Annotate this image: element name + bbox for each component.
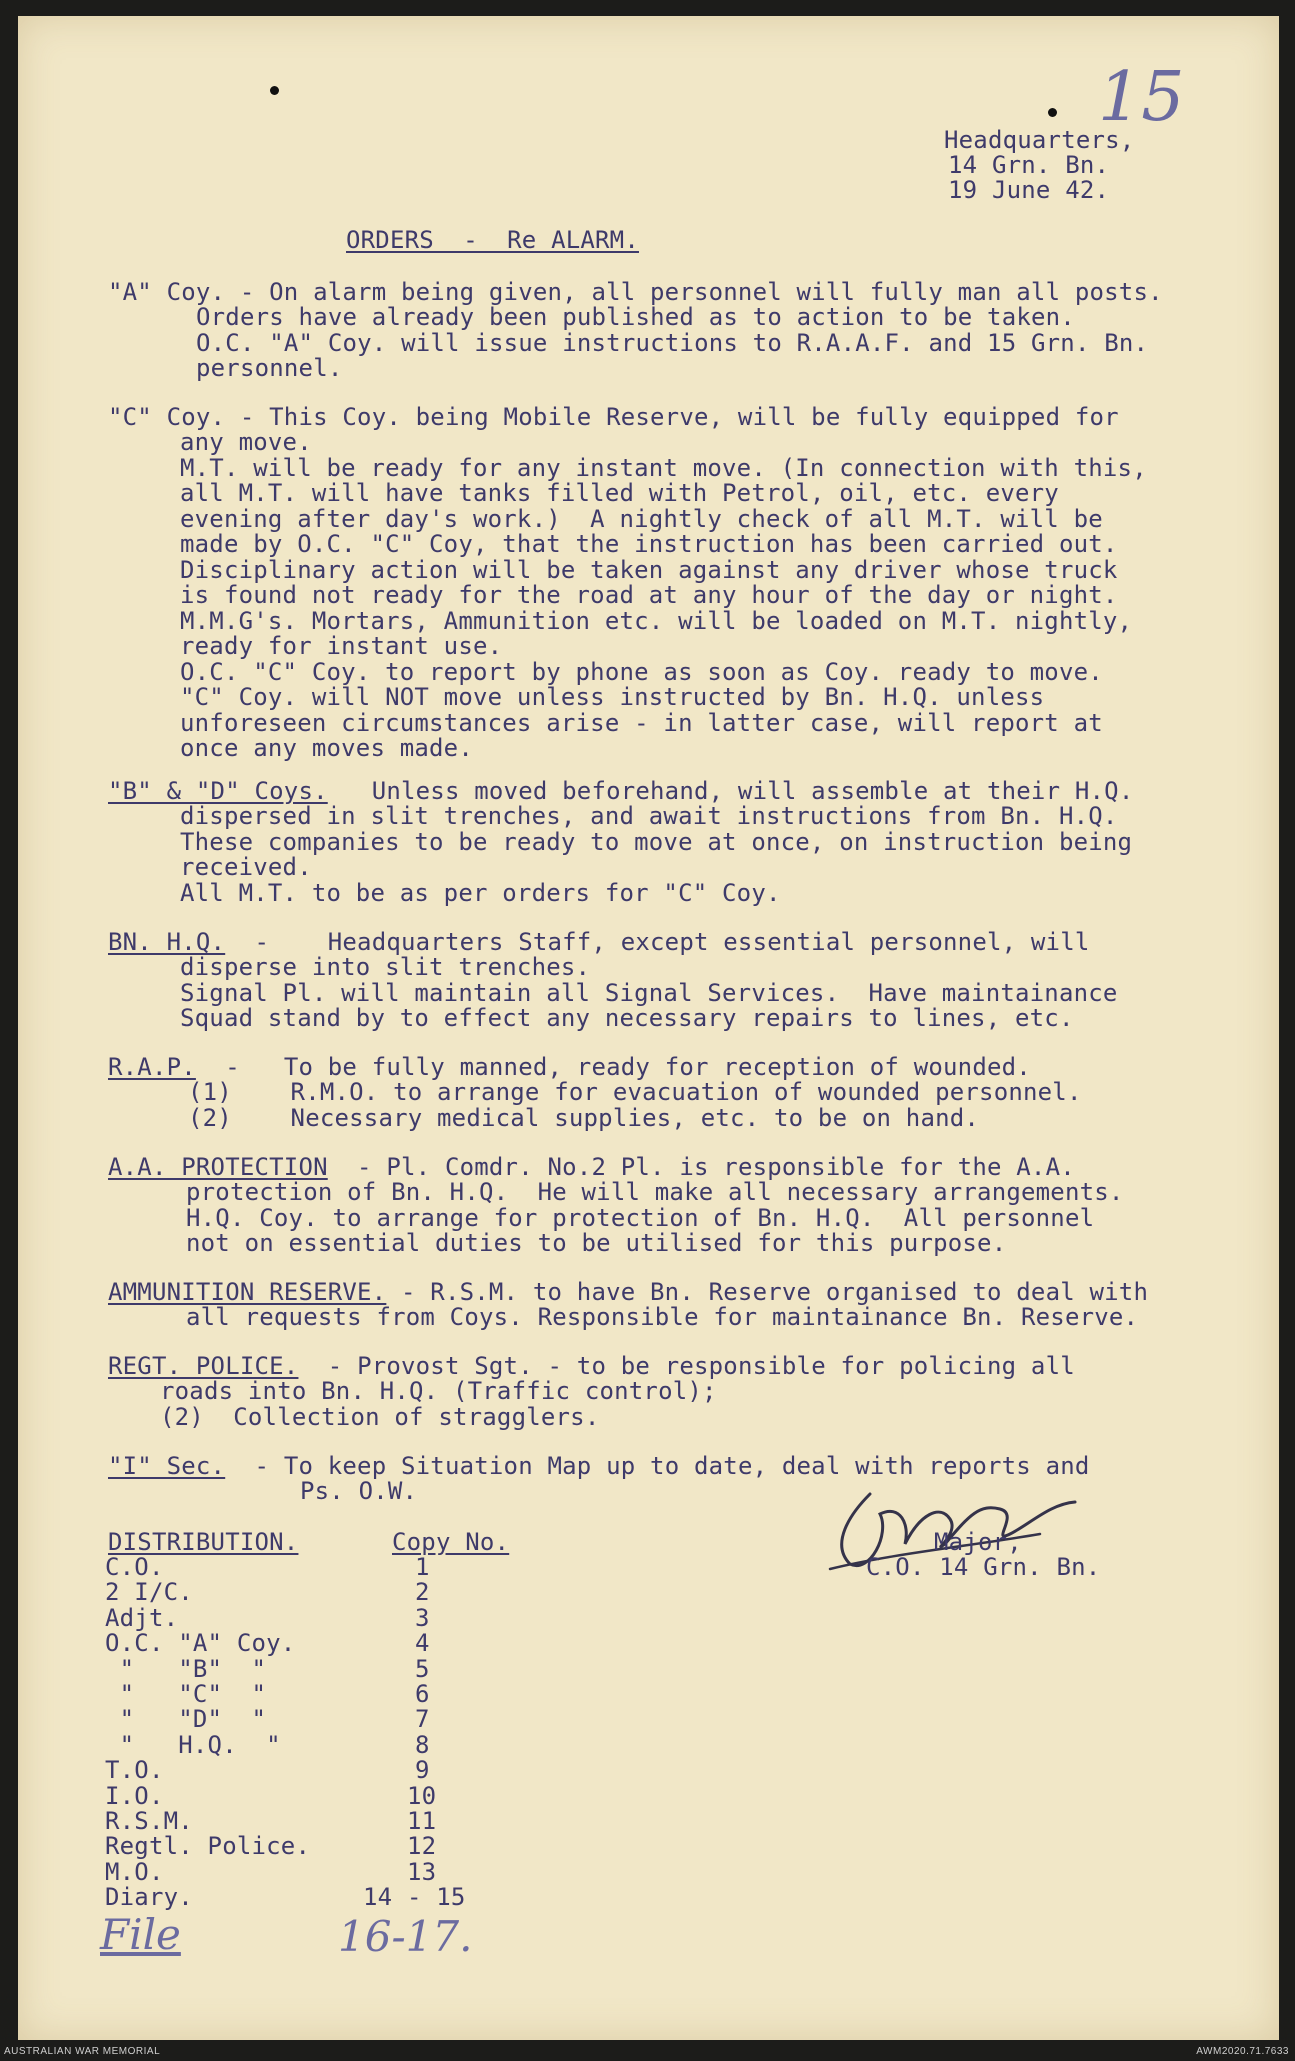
distribution-recipient: 2 I/C. <box>105 1578 193 1607</box>
section-separator: - <box>327 1153 387 1181</box>
distribution-copy-number: 8 <box>415 1730 430 1759</box>
distribution-row <box>105 1885 505 1911</box>
section-separator: - <box>225 928 328 956</box>
section-separator: - <box>225 278 270 306</box>
section-c-coy-body: any move. M.T. will be ready for any instant move. (In connection with this, all M.T. will have tanks filled with Petrol, oil, etc. every evening after day's work.) A nightly check of all M.T. will be made by O.C. "C" Coy, that the instruction has been carried out. Disciplinary action will be taken against any driver whose truck is found not ready for the road at any hour of the day or night. M.M.G's. Mortars, Ammunition etc. will be loaded on M.T. nightly, ready for instant use. O.C. "C" Coy. to report by phone as soon as Coy. ready to move. "C" Coy. will NOT move unless instructed by Bn. H.Q. unless unforeseen circumstances arise - in latter case, will report at once any moves made. <box>180 428 1147 762</box>
distribution-row <box>105 1654 505 1683</box>
section-first-line: R.S.M. to have Bn. Reserve organised to deal with <box>430 1278 1149 1306</box>
distribution-recipient: C.O. <box>105 1553 164 1581</box>
section-i-sec-body: Ps. O.W. <box>300 1477 418 1505</box>
section-first-line: Provost Sgt. - to be responsible for policing all <box>357 1352 1075 1380</box>
section-separator: - <box>225 1452 284 1480</box>
footer-left: AUSTRALIAN WAR MEMORIAL <box>4 2046 161 2057</box>
distribution-copy-number: 3 <box>415 1603 430 1632</box>
distribution-recipient: Regtl. Police. <box>105 1832 311 1861</box>
distribution-copy-number: 1 <box>415 1553 430 1581</box>
distribution-copy-number: 5 <box>415 1654 430 1683</box>
section-label: "I" Sec. <box>108 1452 226 1480</box>
section-first-line: To be fully manned, ready for reception of wounded. <box>283 1053 1031 1081</box>
distribution-recipient: O.C. "A" Coy. <box>105 1629 296 1658</box>
distribution-recipient: Diary. <box>105 1883 193 1912</box>
header-line-3: 19 June 42. <box>948 176 1110 204</box>
distribution-copy-number: 2 <box>415 1578 430 1607</box>
page-title: ORDERS - Re ALARM. <box>346 226 639 254</box>
section-c-coy <box>108 405 1119 431</box>
distribution-row <box>105 1682 505 1708</box>
section-separator: - <box>225 403 270 431</box>
section-separator <box>328 777 372 805</box>
handwritten-file-note: File <box>100 1910 181 1959</box>
distribution-copy-number: 4 <box>415 1629 430 1658</box>
section-first-line: On alarm being given, all personnel will fully man all posts. <box>269 278 1163 306</box>
header-line-1: Headquarters, <box>944 126 1135 154</box>
distribution-recipient: I.O. <box>105 1781 164 1810</box>
distribution-recipient: M.O. <box>105 1857 164 1886</box>
section-bd-coys-body: dispersed in slit trenches, and await instructions from Bn. H.Q. These companies to be ready to move at once, on instruction being received. All M.T. to be as per orders for "C" Coy. <box>180 802 1133 907</box>
distribution-copy-number: 12 <box>407 1832 437 1861</box>
section-label: BN. H.Q. <box>108 928 226 956</box>
distribution-row <box>105 1758 505 1784</box>
copy-number-heading: Copy No. <box>392 1528 510 1556</box>
distribution-recipient: R.S.M. <box>105 1807 193 1835</box>
distribution-row <box>105 1857 505 1886</box>
distribution-recipient: " "C" " <box>105 1680 267 1708</box>
section-label: A.A. PROTECTION <box>108 1153 328 1181</box>
signature-rank: Major, <box>934 1528 1022 1556</box>
distribution-copy-number: 13 <box>407 1857 437 1886</box>
distribution-row <box>105 1580 505 1606</box>
distribution-copy-number: 11 <box>407 1807 437 1835</box>
section-first-line: To keep Situation Map up to date, deal with reports and <box>283 1452 1090 1480</box>
distribution-row <box>105 1631 505 1657</box>
section-label: R.A.P. <box>108 1053 196 1081</box>
section-bd-coys <box>108 779 1133 805</box>
section-a-coy-body: Orders have already been published as to action to be taken. O.C. "A" Coy. will issue instructions to R.A.A.F. and 15 Grn. Bn. personnel. <box>196 303 1149 382</box>
section-label: REGT. POLICE. <box>108 1352 299 1380</box>
distribution-recipient: Adjt. <box>105 1603 179 1632</box>
section-first-line: Pl. Comdr. No.2 Pl. is responsible for the A.A. <box>386 1153 1075 1181</box>
section-label: "C" Coy. <box>108 403 226 431</box>
punch-hole <box>270 86 279 95</box>
handwritten-page-number: 15 <box>1098 58 1185 137</box>
distribution-row <box>105 1555 505 1581</box>
section-ammunition-reserve-body: all requests from Coys. Responsible for maintainance Bn. Reserve. <box>186 1303 1139 1331</box>
distribution-row <box>105 1834 505 1860</box>
distribution-recipient: T.O. <box>105 1756 164 1785</box>
section-label: "B" & "D" Coys. <box>108 777 328 805</box>
section-regt-police-body: roads into Bn. H.Q. (Traffic control); (2) Collection of stragglers. <box>160 1377 717 1431</box>
distribution-row <box>105 1707 505 1733</box>
distribution-recipient: " H.Q. " <box>105 1730 281 1759</box>
distribution-row <box>105 1809 505 1835</box>
distribution-recipient: " "D" " <box>105 1705 267 1734</box>
section-first-line: Unless moved beforehand, will assemble at their H.Q. <box>371 777 1134 805</box>
distribution-row <box>105 1603 505 1632</box>
distribution-copy-number: 10 <box>407 1781 437 1810</box>
section-rap <box>108 1055 1031 1081</box>
distribution-row <box>105 1781 505 1810</box>
distribution-heading: DISTRIBUTION. <box>108 1528 299 1556</box>
section-bn-hq <box>108 930 1090 956</box>
distribution-copy-number: 14 - 15 <box>363 1883 466 1912</box>
distribution-copy-number: 6 <box>415 1680 430 1708</box>
punch-hole <box>1048 108 1057 117</box>
section-separator: - <box>298 1352 358 1380</box>
section-a-coy <box>108 280 1163 306</box>
section-label: AMMUNITION RESERVE. <box>108 1278 387 1306</box>
section-aa-protection <box>108 1155 1075 1181</box>
section-bn-hq-body: disperse into slit trenches. Signal Pl. will maintain all Signal Services. Have maintainance Squad stand by to effect any necessary repairs to lines, etc. <box>180 953 1118 1032</box>
section-label: "A" Coy. <box>108 278 226 306</box>
section-regt-police <box>108 1354 1075 1380</box>
distribution-copy-number: 7 <box>415 1705 430 1734</box>
header-line-2: 14 Grn. Bn. <box>948 151 1110 179</box>
signature-title: C.O. 14 Grn. Bn. <box>866 1553 1101 1581</box>
section-first-line: Headquarters Staff, except essential personnel, will <box>327 928 1090 956</box>
section-ammunition-reserve <box>108 1280 1148 1306</box>
handwritten-file-copies: 16-17. <box>338 1912 473 1961</box>
section-aa-protection-body: protection of Bn. H.Q. He will make all necessary arrangements. H.Q. Coy. to arrange for protection of Bn. H.Q. All personnel not on essential duties to be utilised for this purpose. <box>186 1178 1124 1257</box>
distribution-recipient: " "B" " <box>105 1654 267 1683</box>
footer-right: AWM2020.71.7633 <box>1196 2046 1289 2057</box>
section-separator: - <box>386 1278 431 1306</box>
section-rap-body: (1) R.M.O. to arrange for evacuation of wounded personnel. (2) Necessary medical supplies, etc. to be on hand. <box>188 1078 1082 1132</box>
distribution-copy-number: 9 <box>415 1756 430 1785</box>
section-first-line: This Coy. being Mobile Reserve, will be fully equipped for <box>269 403 1119 431</box>
section-separator: - <box>195 1053 284 1081</box>
distribution-row <box>105 1730 505 1759</box>
